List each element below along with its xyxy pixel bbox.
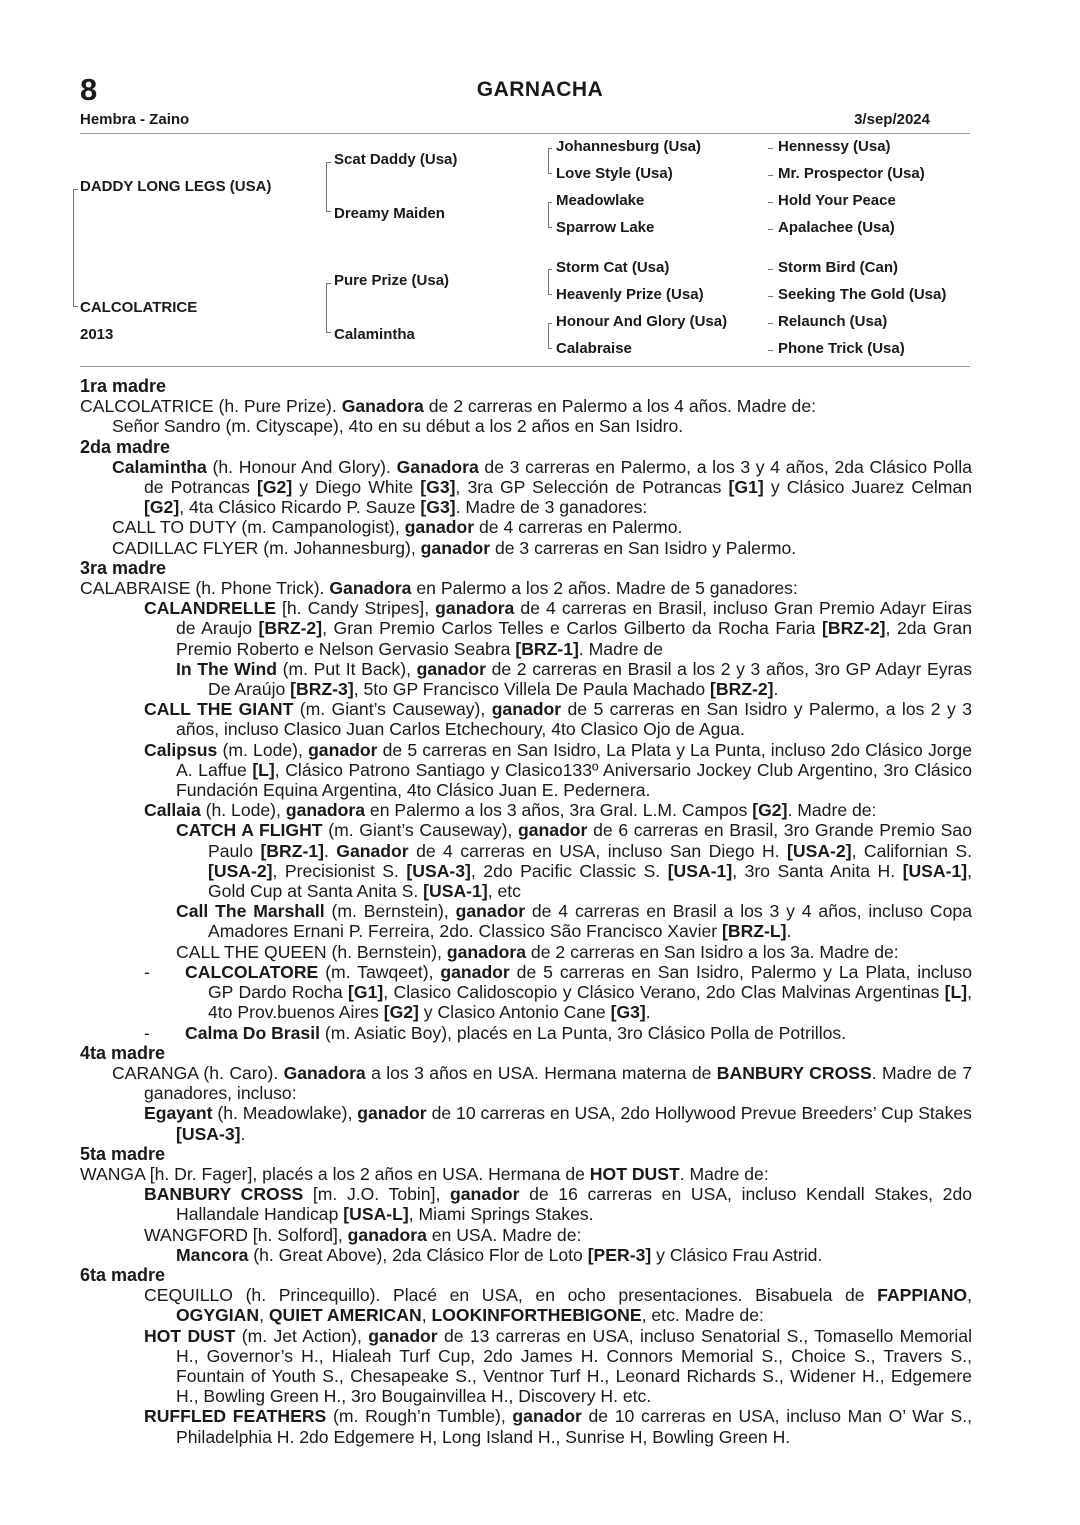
- gen4-tick: [768, 148, 773, 149]
- gen3-tick: [548, 202, 552, 203]
- text-run: de 2 carreras en Brasil a los 2 y 3 años, 3ro GP Adayr Eyras De Araújo: [208, 658, 972, 700]
- family-entry: [112, 699, 972, 739]
- text-run: ,: [421, 1305, 432, 1326]
- gen3-tick: [548, 323, 552, 324]
- text-run: , 3ra GP Selección de Potrancas: [455, 477, 729, 498]
- text-run: de 4 carreras en Brasil, incluso Gran Premio Adayr Eiras de Araujo: [176, 598, 972, 639]
- text-run: , 4ta Clásico Ricardo P. Sauze: [179, 497, 421, 518]
- text-run: , 2do Pacific Classic S.: [470, 860, 668, 881]
- text-run: , Clásico Patrono Santiago y Clasico133º Aniversario Jockey Club Argentino, 3ro Clásico Fundación Equina Argentina, 4to Clásico Juan E. Pedernera.: [176, 759, 972, 801]
- text-run: , Clasico Calidoscopio y Clásico Verano, 2do Clas Malvinas Argentinas: [383, 982, 945, 1003]
- family-entry: [80, 538, 972, 558]
- bold-run: [G1]: [728, 477, 764, 498]
- gen4-tick: [768, 269, 773, 270]
- family-entry: [112, 962, 972, 1023]
- bold-run: RUFFLED FEATHERS: [144, 1406, 327, 1427]
- text-run: CADILLAC FLYER (m. Johannesburg),: [112, 537, 421, 558]
- text-run: . Madre de: [578, 638, 663, 659]
- text-run: y Diego White: [292, 477, 421, 498]
- dam: CALCOLATRICE: [80, 299, 198, 316]
- bold-run: ganador: [368, 1325, 438, 1346]
- text-run: (m. Lode),: [217, 739, 309, 760]
- text-run: -: [144, 1022, 186, 1043]
- bold-run: Mancora: [176, 1244, 249, 1265]
- text-run: (m. Rough’n Tumble),: [326, 1406, 513, 1427]
- bold-run: [USA-3]: [406, 860, 471, 881]
- text-run: de 3 carreras en San Isidro y Palermo.: [490, 537, 797, 558]
- gen4-ancestor: Relaunch (Usa): [778, 313, 888, 330]
- bold-run: [BRZ-1]: [260, 840, 324, 861]
- text-run: de 4 carreras en Palermo.: [474, 517, 683, 538]
- bold-run: OGYGIAN: [176, 1305, 260, 1326]
- gen3-tick: [548, 227, 552, 228]
- text-run: de 10 carreras en USA, incluso Man O’ War S., Philadelphia H. 2do Edgemere H, Long Island H., Sunrise H, Bowling Green H.: [176, 1406, 973, 1447]
- text-run: de 10 carreras en USA, 2do Hollywood Prevue Breeders’ Cup Stakes: [426, 1103, 972, 1124]
- text-run: CEQUILLO (h. Princequillo). Placé en USA, en ocho presentaciones. Bisabuela de: [144, 1285, 878, 1306]
- gen3-tick: [548, 294, 552, 295]
- text-run: , Californian S.: [851, 840, 973, 861]
- bold-run: ganador: [491, 699, 562, 720]
- family-entry: [112, 659, 972, 699]
- bold-run: [G2]: [752, 800, 788, 821]
- bold-run: ganador: [404, 517, 475, 538]
- gen3-ancestor: Johannesburg (Usa): [556, 138, 702, 155]
- text-run: de 4 carreras en Brasil a los 3 y 4 años, incluso Copa Amadores Ernani P. Ferreira, 2do. Classico São Francisco Xavier: [208, 901, 972, 942]
- gen2-tick: [326, 211, 331, 212]
- text-run: y Clásico Juarez Celman: [763, 477, 973, 498]
- bold-run: [G3]: [610, 1002, 646, 1023]
- family-entry: [80, 396, 972, 416]
- gen4-ancestor: Hennessy (Usa): [778, 138, 891, 155]
- bold-run: Calamintha: [112, 456, 207, 477]
- section-title: 3ra madre: [80, 557, 167, 578]
- bold-run: [USA-1]: [667, 860, 733, 881]
- gen4-tick: [768, 296, 773, 297]
- text-run: ,: [967, 1285, 972, 1306]
- gen4-ancestor: Phone Trick (Usa): [778, 340, 905, 357]
- gen4-tick: [768, 323, 773, 324]
- gen4-tick: [768, 175, 773, 176]
- bold-run: ganador: [512, 1406, 582, 1427]
- dam-sire: Pure Prize (Usa): [334, 272, 450, 289]
- maternal-family-text: [80, 376, 972, 1447]
- dam-dam: Calamintha: [334, 326, 415, 343]
- family-entry: [80, 416, 972, 436]
- text-run: a los 3 años en USA. Hermana materna de: [365, 1062, 717, 1083]
- text-run: , etc: [487, 881, 521, 902]
- text-run: . Madre de:: [679, 1163, 769, 1184]
- gen3-tick: [548, 148, 552, 149]
- text-run: y Clasico Antonio Cane: [418, 1002, 611, 1023]
- text-run: , 5to GP Francisco Villela De Paula Machado: [353, 679, 710, 700]
- gen2-tick: [326, 332, 331, 333]
- gen3-tick: [548, 173, 552, 174]
- pedigree-chart: [0, 0, 1080, 380]
- text-run: (m. Giant’s Causeway),: [293, 699, 492, 720]
- bold-run: FAPPIANO: [877, 1285, 968, 1306]
- sire-dam: Dreamy Maiden: [334, 205, 445, 222]
- text-run: de 4 carreras en USA, incluso San Diego H.: [408, 840, 788, 861]
- family-entry: [112, 457, 972, 518]
- bold-run: BANBURY CROSS: [144, 1184, 304, 1205]
- pedigree-divider: [80, 366, 970, 367]
- family-entry: [112, 598, 972, 659]
- bold-run: ganador: [450, 1184, 520, 1205]
- text-run: Señor Sandro (m. Cityscape), 4to en su début a los 2 años en San Isidro.: [112, 416, 684, 437]
- text-run: de 16 carreras en USA, incluso Kendall Stakes, 2do Hallandale Handicap: [176, 1184, 973, 1225]
- section-title: 2da madre: [80, 436, 171, 457]
- text-run: de 5 carreras en San Isidro y Palermo, a los 2 y 3 años, incluso Clasico Juan Carlos Etchechoury, 4to Clasico Ojo de Agua.: [176, 699, 972, 740]
- bold-run: [PER-3]: [587, 1244, 652, 1265]
- text-run: de 3 carreras en Palermo, a los 3 y 4 años, 2da Clásico Polla de Potrancas: [144, 456, 972, 498]
- section-title: 5ta madre: [80, 1143, 166, 1164]
- text-run: , Gold Cup at Santa Anita S.: [208, 860, 972, 902]
- text-run: , 3ro Santa Anita H.: [732, 860, 903, 881]
- family-entry: [112, 942, 972, 962]
- bold-run: CATCH A FLIGHT: [176, 820, 323, 841]
- gen3-ancestor: Sparrow Lake: [556, 219, 655, 236]
- family-entry: [112, 1326, 972, 1407]
- bold-run: Ganadora: [396, 456, 479, 477]
- horse-name: GARNACHA: [476, 78, 604, 101]
- family-entry: [112, 1285, 972, 1325]
- text-run: [h. Candy Stripes],: [275, 598, 436, 619]
- text-run: . Madre de:: [787, 800, 877, 821]
- text-run: , Gran Premio Carlos Telles e Carlos Gilberto da Rocha Faria: [322, 618, 823, 639]
- family-entry: [112, 820, 972, 901]
- gen4-tick: [768, 350, 773, 351]
- gen3-bracket: [548, 269, 549, 295]
- text-run: (h. Lode),: [200, 800, 286, 821]
- text-run: en USA. Madre de:: [426, 1224, 582, 1245]
- bold-run: [BRZ-3]: [290, 679, 354, 700]
- dam-year: 2013: [80, 326, 114, 343]
- family-entry: [112, 740, 972, 801]
- bold-run: [G1]: [348, 982, 384, 1003]
- bold-run: CALL THE GIANT: [144, 699, 294, 720]
- gen4-tick: [768, 202, 773, 203]
- text-run: y Clásico Frau Astrid.: [651, 1244, 823, 1265]
- text-run: , etc. Madre de:: [641, 1305, 764, 1326]
- text-run: de 6 carreras en Brasil, 3ro Grande Premio Sao Paulo: [208, 820, 972, 861]
- bold-run: ganador: [357, 1103, 427, 1124]
- text-run: (m. Jet Action),: [235, 1325, 369, 1346]
- gen3-tick: [548, 269, 552, 270]
- text-run: de 13 carreras en USA, incluso Senatorial S., Tomasello Memorial H., Governor’s H., Hialeah Turf Cup, 2do James H. Connors Memorial S., Choice S., Travers S., Fountain of Youth S., Chesapeake S., Ventnor Turf H., Leonard Richards S., Widener H., Edgemere H., Bowling Green H., 3ro Bougainvillea H., Discovery H. etc.: [176, 1325, 972, 1407]
- gen4-ancestor: Apalachee (Usa): [778, 219, 895, 236]
- text-run: (m. Put It Back),: [277, 658, 417, 679]
- gen2-tick: [326, 162, 331, 163]
- text-run: WANGFORD [h. Solford],: [144, 1224, 348, 1245]
- bold-run: ganador: [416, 658, 486, 679]
- gen3-bracket: [548, 323, 549, 349]
- text-run: (m. Bernstein),: [324, 901, 456, 922]
- text-run: de 5 carreras en San Isidro, Palermo y La Plata, incluso GP Dardo Rocha: [208, 961, 972, 1003]
- bold-run: Ganadora: [283, 1062, 366, 1083]
- text-run: , 4to Prov.buenos Aires: [208, 982, 973, 1023]
- bold-run: Ganador: [336, 840, 409, 861]
- gen3-ancestor: Meadowlake: [556, 192, 645, 209]
- bold-run: ganador: [440, 961, 510, 982]
- gen3-ancestor: Love Style (Usa): [556, 165, 673, 182]
- text-run: .: [645, 1002, 651, 1023]
- gen4-ancestor: Hold Your Peace: [778, 192, 896, 209]
- text-run: .: [323, 840, 337, 861]
- bold-run: Ganadora: [329, 578, 412, 599]
- text-run: . Madre de 3 ganadores:: [455, 497, 648, 518]
- bold-run: ganadora: [347, 1224, 427, 1245]
- text-run: en Palermo a los 2 años. Madre de 5 ganadores:: [411, 578, 798, 599]
- sex-color: Hembra - Zaino: [80, 111, 190, 128]
- text-run: CALABRAISE (h. Phone Trick).: [80, 578, 330, 599]
- text-run: (m. Asiatic Boy), placés en La Punta, 3ro Clásico Polla de Potrillos.: [319, 1022, 847, 1043]
- bold-run: [L]: [252, 759, 275, 780]
- bold-run: Callaia: [144, 800, 201, 821]
- bold-run: Ganadora: [341, 396, 424, 417]
- text-run: , 2da Gran Premio Roberto e Nelson Gervasio Seabra: [176, 618, 972, 659]
- bold-run: ganador: [518, 820, 588, 841]
- bold-run: [L]: [944, 982, 968, 1003]
- text-run: (h. Honour And Glory).: [206, 456, 397, 477]
- text-run: . Madre de 7 ganadores, incluso:: [144, 1062, 972, 1104]
- family-entry: [112, 901, 972, 941]
- bold-run: [USA-2]: [208, 860, 273, 881]
- gen1-tick: [73, 189, 78, 190]
- gen3-bracket: [548, 148, 549, 174]
- text-run: [m. J.O. Tobin],: [303, 1184, 451, 1205]
- bold-run: [USA-1]: [423, 881, 488, 902]
- family-entry: [112, 1225, 972, 1245]
- bold-run: In The Wind: [176, 658, 277, 679]
- text-run: CALCOLATRICE (h. Pure Prize).: [80, 396, 342, 417]
- bold-run: CALANDRELLE: [144, 598, 276, 619]
- bold-run: ganadora: [285, 800, 366, 821]
- bold-run: BANBURY CROSS: [716, 1062, 872, 1083]
- bold-run: [G2]: [144, 497, 180, 518]
- text-run: CARANGA (h. Caro).: [112, 1062, 284, 1083]
- text-run: CALL THE QUEEN (h. Bernstein),: [176, 941, 447, 962]
- bold-run: HOT DUST: [589, 1163, 680, 1184]
- family-entry: [80, 1164, 972, 1184]
- gen3-bracket: [548, 202, 549, 228]
- text-run: en Palermo a los 3 años, 3ra Gral. L.M. Campos: [365, 800, 753, 821]
- bold-run: LOOKINFORTHEBIGONE: [431, 1305, 642, 1326]
- bold-run: CALCOLATORE: [185, 961, 319, 982]
- text-run: .: [240, 1123, 246, 1144]
- gen3-ancestor: Honour And Glory (Usa): [556, 313, 728, 330]
- family-entry: [112, 800, 972, 820]
- text-run: de 2 carreras en Palermo a los 4 años. Madre de:: [423, 396, 817, 417]
- bold-run: Call The Marshall: [176, 901, 325, 922]
- family-entry: [112, 1023, 972, 1043]
- text-run: (m. Tawqeet),: [318, 961, 441, 982]
- gen4-ancestor: Storm Bird (Can): [778, 259, 898, 276]
- gen1-bracket: [73, 189, 74, 307]
- text-run: CALL TO DUTY (m. Campanologist),: [112, 517, 405, 538]
- bold-run: [G2]: [383, 1002, 419, 1023]
- text-run: WANGA [h. Dr. Fager], placés a los 2 años en USA. Hermana de: [80, 1163, 590, 1184]
- bold-run: ganador: [420, 537, 491, 558]
- gen1-tick: [73, 306, 78, 307]
- gen3-tick: [548, 348, 552, 349]
- gen3-ancestor: Storm Cat (Usa): [556, 259, 670, 276]
- bold-run: [BRZ-1]: [515, 638, 579, 659]
- bold-run: [USA-1]: [902, 860, 968, 881]
- family-entry: [112, 1063, 972, 1103]
- bold-run: [USA-L]: [343, 1204, 409, 1225]
- family-entry: [112, 1184, 972, 1224]
- gen3-ancestor: Calabraise: [556, 340, 632, 357]
- gen2-bracket: [326, 162, 327, 212]
- bold-run: Egayant: [144, 1103, 213, 1124]
- bold-run: [G3]: [420, 477, 456, 498]
- text-run: de 2 carreras en San Isidro a los 3a. Madre de:: [526, 941, 899, 962]
- gen4-ancestor: Mr. Prospector (Usa): [778, 165, 925, 182]
- bold-run: ganador: [308, 739, 378, 760]
- text-run: .: [773, 679, 779, 700]
- text-run: .: [786, 921, 792, 942]
- bold-run: [BRZ-2]: [822, 618, 886, 639]
- text-run: , Miami Springs Stakes.: [408, 1204, 594, 1225]
- bold-run: ganadora: [435, 598, 515, 619]
- family-entry: [112, 1103, 972, 1143]
- sire: DADDY LONG LEGS (USA): [80, 178, 272, 195]
- bold-run: ganadora: [446, 941, 527, 962]
- bold-run: [BRZ-2]: [258, 618, 323, 639]
- bold-run: [G3]: [420, 497, 456, 518]
- family-entry: [80, 578, 972, 598]
- bold-run: Calma Do Brasil: [185, 1022, 320, 1043]
- gen3-ancestor: Heavenly Prize (Usa): [556, 286, 704, 303]
- bold-run: HOT DUST: [144, 1325, 236, 1346]
- text-run: (m. Giant’s Causeway),: [322, 820, 518, 841]
- lot-number: 8: [80, 72, 98, 107]
- sire-sire: Scat Daddy (Usa): [334, 151, 458, 168]
- gen4-ancestor: Seeking The Gold (Usa): [778, 286, 947, 303]
- section-title: 1ra madre: [80, 376, 167, 396]
- gen2-tick: [326, 283, 331, 284]
- family-entry: [112, 1406, 972, 1446]
- text-run: -: [144, 961, 186, 982]
- text-run: de 5 carreras en San Isidro, La Plata y La Punta, incluso 2do Clásico Jorge A. Laffue: [176, 739, 972, 780]
- text-run: , Precisionist S.: [272, 860, 407, 881]
- gen2-bracket: [326, 283, 327, 333]
- bold-run: [BRZ-L]: [722, 921, 787, 942]
- bold-run: [BRZ-2]: [710, 679, 774, 700]
- family-entry: [80, 517, 972, 537]
- sale-date: 3/sep/2024: [854, 111, 930, 128]
- bold-run: QUIET AMERICAN: [268, 1305, 422, 1326]
- bold-run: [USA-2]: [787, 840, 852, 861]
- gen4-tick: [768, 229, 773, 230]
- section-title: 6ta madre: [80, 1264, 166, 1285]
- text-run: (h. Great Above), 2da Clásico Flor de Loto: [248, 1244, 588, 1265]
- bold-run: Calipsus: [144, 739, 218, 760]
- family-entry: [112, 1245, 972, 1265]
- bold-run: [G2]: [256, 477, 293, 498]
- bold-run: ganador: [455, 901, 526, 922]
- text-run: (h. Meadowlake),: [212, 1103, 358, 1124]
- section-title: 4ta madre: [80, 1042, 166, 1063]
- bold-run: [USA-3]: [176, 1123, 241, 1144]
- text-run: ,: [259, 1305, 269, 1326]
